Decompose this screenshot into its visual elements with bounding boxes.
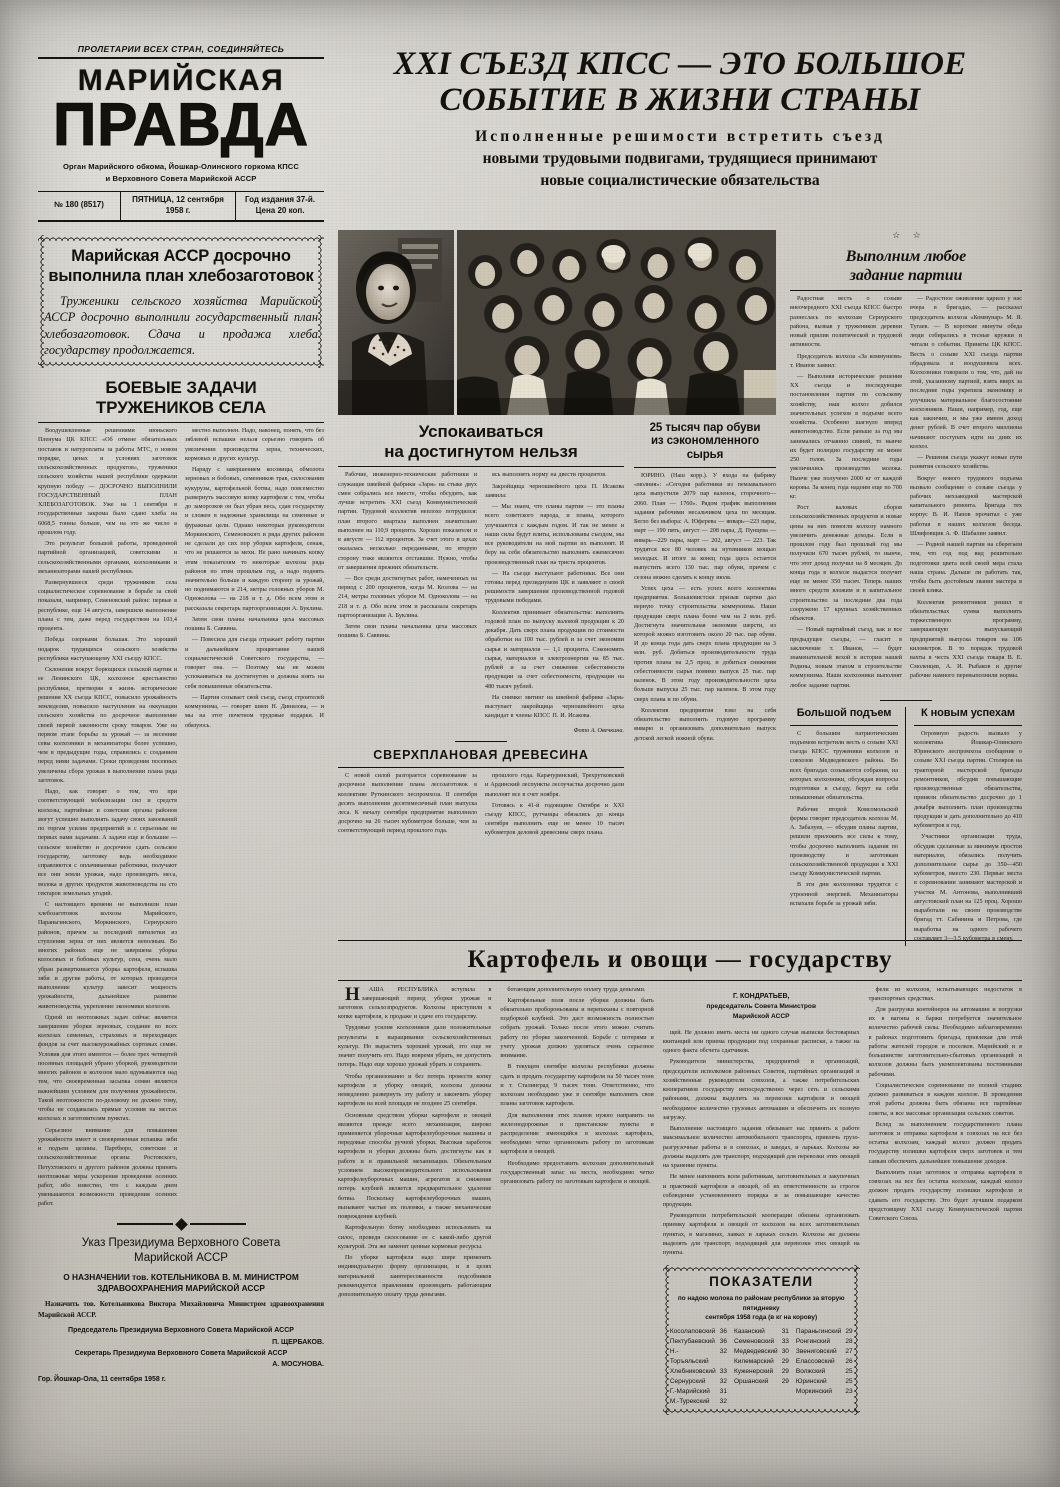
district-name: Юринский [795,1378,827,1386]
indicators-row [796,1367,853,1377]
table-border-top [663,1265,860,1271]
kartofel-title: Картофель и овощи — государству [467,946,893,973]
issue-number: № 180 (8517) [38,192,121,220]
paragraph: Необходимо предоставить колхозам дополнительный государственный запас на места, необходимо четко организовать работу по заготовкам картофеля и овощей. [500,1160,654,1186]
paragraph: Готовясь к 41-й годовщине Октября и XXI съезду КПСС, рутчанцы обязались до конца сентября выполнить еще не менее 10 тысяч кубометров деловой древесины сверх плана. [485,802,624,837]
indicators-title: ПОКАЗАТЕЛИ [709,1274,814,1290]
district-value: 31 [719,1388,727,1396]
district-name: Куженерский [733,1368,774,1376]
paragraph: ботающим дополнительную оплату труда деньгами. [507,986,646,993]
district-name: Оршанский [733,1378,769,1386]
district-value: 29 [781,1378,789,1386]
masthead-issue-bar [38,191,324,222]
kartofel-top-rule [338,940,1022,941]
main-headline-line1: XXI СЪЕЗД КПСС — ЭТО БОЛЬШОЕ [393,46,967,82]
paragraph: Затем свои планы начальника цеха массовых пошива Б. Саввина. [338,624,477,640]
paragraph: Победа озерными большая. Это хороший подарок трудящихся сельского хозяйства республики наступающему XXI съезду КПСС. [38,637,177,662]
decree-title [38,1236,324,1266]
obuvi-title-line2: из сэкономленного сырья [650,435,760,461]
article-boevye-zadachi [38,378,324,1212]
photo-speaker-image [338,230,454,415]
paragraph: Радостная весть о созыве внеочередного XXI съезда КПСС быстро разнеслась по колхозам Сернурского района, вызвав у тружеников деревни новый прилив политической и трудовой активности. [790,296,902,349]
kartofel-byline-name: Г. КОНДРАТЬЕВ, [732,992,790,1000]
indicators-col1 [670,1327,727,1407]
district-name: Семеновский [733,1338,775,1346]
district-value: 25 [845,1378,853,1386]
wavy-border-top [38,235,324,241]
kartofel-byline-role2: Марийской АССР [732,1012,790,1020]
drevesina-col2 [485,772,624,841]
paragraph: — Родной нашей партии на сберегаем тем, что год под вид решительно подготовки цвета всей своей мера стала наша страна. Дальше ли работать так, чтобы быть достойным звание мастера в своей клика. [910,542,1022,595]
decree-sig1-role: Председатель Президиума Верховного Совета Марийской АССР [68,1327,294,1335]
kartofel-col2 [500,986,653,1188]
indicators-row [796,1337,853,1347]
paragraph: — Выполняя исторические решения XX съезда и последующие постановления партии по сельскому хозяйству, наш колхоз добился значительных успехов в подъеме всего хозяйства. Особенно шагнуло вперед животноводство. Если раньше за год мы занимались отчаянно свиней, то нынче их будет полюдно государству не менее 250 голов. За последние годы увеличились производство молока. Нынче уже получено 2000 кг от каждой коровы. За конец года надоим еще по 700 кг. [790,373,902,501]
district-name: Медведевский [733,1348,778,1356]
district-value: 26 [845,1358,853,1366]
obuvi-rule [634,467,776,468]
paragraph: Коллектив предприятия взял на себя обязательство выполнить годовую программу январю и организовать дополнительно выпуск детской легкой ножной обуви. [634,707,776,742]
paragraph: Руководители потребительской кооперации обязаны организовать приемку картофеля и овощей от колхозов на всех заготовительных пунктах, в магазинах, лавках и ларьках сельпо. Колхозы же должны выделять для транспорт, подходящий для перевозки этих овощей на пункты. [662,1213,860,1257]
indicators-row [670,1327,727,1337]
district-name: Пектубаевский [669,1338,715,1346]
issue-date: ПЯТНИЦА, 12 сентября 1958 г. [121,192,236,220]
vypolnim-title-line2: задание партии [849,266,963,284]
main-subheadline-line2: новыми трудовыми подвигами, трудящиеся принимают [482,149,878,167]
wavy-border-bottom [38,362,324,368]
lead-text: Труженики сельского хозяйства Марийской АССР досрочно выполнили государственный план хлебозаготовок. Сдача и продажа хлеба государству продолжается. [44,293,318,358]
district-name: Н.-Торъяльский [669,1348,709,1366]
paragraph: — Повесила для съезда отражает работу партии и дальнейшем процветание нашей социалистической Советского государства, — говорит она. — Поэтому мы не можем успокаиваться на достигнутом и должны взять на себя повышенные обязательства. [185,637,324,690]
uspok-title [338,422,624,461]
kartofel-byline-role1: председатель Совета Министров [706,1003,816,1010]
boevye-title-line1: БОЕВЫЕ ЗАДАЧИ [105,377,257,397]
obuvi-title-line1: 25 тысяч пар обуви [649,422,761,434]
decree-title-line1: Указ Президиума Верховного Совета [81,1236,281,1249]
kartofel-col1 [338,983,492,1301]
paragraph: Чтобы организованно и без потерь провести копку картофеля и уборку овощей, колхозы должны немедленно развернуть эту работу и закончить уборку картофеля на всей площади не позднее 25 сентября. [338,1073,492,1108]
paragraph: Трудовые усилия колхозников дали положительные результаты в выращивании сельскохозяйственных культур. Но вырастить хороший урожай, это еще не значит получить его. Надо вовремя убрать, не допустить потерь. Надо еще хорошо урожай убрать и сохранить. [338,1025,492,1069]
paragraph: Рабочие, инженерно-технические работники и служащие швейной фабрики «Заря» на стыке двух смен собрались все вместе, чтобы обсудить, как лучше встретить XXI съезд Коммунистической партии. Трудовой коллектив неплохо потрудился: план второго квартала выполнен значительно выполнен на 110,9 процента. Хорошо показатели и в августе — 112 процентов. За счет этого в цехах оказалась несколько переданными, по вторую сторону тоже являются отставшие. Нужно, чтобы от завершения прежних обязательств. [338,472,477,571]
paragraph: Для выполнения этих планов нужно направить на железнодорожные и пристанские пункты и распределение имеющийся в колхозах картофель, необходимо четко организовать работу по заготовкам картофеля и овощей. [500,1112,654,1156]
district-value: 29 [781,1368,789,1376]
uspok-title-line1: Успокаиваться [418,422,544,441]
paragraph: — Решения съезда укажут новые пути развития сельского хозяйства. [910,455,1022,471]
paragraph: Надо, как говорят о том, что при соответствующей мобилизации сил и средств колхозы, партийные и советские органы районов могут успешно выполнять задачу своих завоеваний по торгам усилия предприятий и с серьезным не первых нами задачами. А задачи еще и большие — сельское хозяйство и досрочное сдать сельское государству, заготовку ведь необходимое справляются с оплачиваемые работники, получают все они земли урожая, надо производить меса, молока и других продуктов животноводства на сто гектаров земельных угодий. [38,789,177,897]
district-value: 36 [719,1328,727,1336]
decree-divider [38,1220,324,1229]
decree-sig2-name: А. МОСУНОВА. [272,1361,324,1369]
district-value: 32 [719,1348,727,1356]
district-value: 31 [781,1328,789,1336]
table-border-right [854,1265,860,1415]
indicators-row [734,1367,789,1377]
main-subheadline-line3: новые социалистические обязательства [540,171,820,189]
masthead-title-line1: МАРИЙСКАЯ [77,64,285,97]
district-value: 32 [719,1398,727,1406]
paragraph: Социалистическое соревнование по полной стадиях должно развиваться в каждом колхозе. В проведении этой работы должны быть обязаны все партийные советы, и все массовые организации сельских советов. [868,1082,1023,1117]
district-value: 32 [719,1378,727,1386]
newspaper-sheet [38,44,1023,1406]
photo-audience [457,230,776,415]
masthead [38,44,324,1383]
district-name: Волжский [795,1368,826,1376]
issue-year-price [236,192,324,220]
indicators-row [670,1367,727,1377]
paragraph: НАША РЕСПУБЛИКА вступила в завершающий период уборки урожая и заготовок сельхозпродуктов. Колхозы приступили к копке картофеля, к продаже и сдаче его государству. [338,983,492,1021]
right-sub-articles [790,707,1022,946]
decree-block [38,1236,324,1384]
paragraph: Руководители министерства, предприятий и организаций, председатели исполкомов районных Советов, партийных организаций и хозяйственные руководители совхозов, а также потребительских кооперативов государству непосредственно через сеть и сельскими районами, должны выделить на перевозки картофеля и овощей необходимое количество грузовых автомашин и обеспечить их полную загрузку. [662,1059,860,1121]
issue-price: Цена 20 коп. [255,205,305,215]
decree-signature-2 [38,1348,324,1370]
drevesina-divider [455,741,507,742]
paragraph: местно выполнен. Надо, наконец, понять, что без зяблевой вспашки нельзя серьезно говорить об увеличении производства зерна, технических, кормовых и других культур. [185,428,324,462]
masthead-rule [38,57,324,59]
main-subheadline [338,126,1022,192]
uspok-columns [338,471,624,723]
paragraph: Участники организации труда, обсудив сделанные за минимум простои материалов, обязались получить дополнительное сырье до 350—450 кубометров, вместо 230. Первые места в соревновании занимают мастерской и участки М. Антонова, выполнивший августовский план на 125 проц. Хорошо выработали на своем производстве бригад тт. Сабинина и Петрова, где выработка на одного рабочего составляет 3—3,5 кубометра в смену. [914,834,1022,942]
district-name: Хлебниковский [669,1368,716,1376]
uspok-title-line2: на достигнутом нельзя [384,441,578,461]
district-name: Сернурский [669,1378,706,1386]
article-kartofel [338,934,1022,1415]
decree-place-date: Гор. Йошкар-Ола, 11 сентября 1958 г. [38,1376,166,1384]
paragraph: Закройщица черношвейного цеха П. Исакова заявила: [485,483,624,499]
masthead-title-line2: ПРАВДА [53,91,309,158]
indicators-subtitle [670,1294,853,1322]
decree-sig1-name: П. ЩЕРБАКОВ. [272,1338,324,1346]
kartofel-col1-wrap [338,983,492,1416]
paragraph: По уборке картофеля надо шире применять индивидуальную форму организации, и в целях материальной заинтересованности подсобников рекомендуется правлениям производить работающим дополнительную оплату труда деньгами. [338,1255,492,1298]
paragraph: — Партия созывает свой съезд, съезд строителей коммунизма, — говорят швеи Н. Динилова, — и мы на этот почетном трудовые подарки. И обязуюсь. [185,694,324,729]
uspeham-body [914,730,1022,944]
vypolnim-columns [790,295,1022,693]
paragraph: С настоящего времени не выполнили план хлебозаготовок колхозы Марийского, Параньгинского, Моркинского, Сернурского районов, причем за последний пятилетки из ступления зерна от них является неполным. Во многих районах еще не завершена уборка колосовых и бобовых культур, сена, очень мало убран разверткивается уборка картофеля, вспашка зяби и другие работы, от которых проводятся выполнение культур завесит мощность урожайности, дальнейшее развитие животноводства, укрепление экономики колхозов. [38,901,177,1010]
paragraph: прошлого года. Карачуринский, Трехрутковский и Ардинский леспункты лесоучастка досрочно дали выполнят все в счет ноября. [485,773,624,798]
paragraph: Воодушевленные решениями июньского Пленума ЦК КПСС «Об отмене обязательных поставок и натуроплаты за работы МТС, о новом порядке, ценах и условиях заготовок сельскохозяйственных продуктов», труженики сельского хозяйства нашей республики одержали крупную победу — ДОСРОЧНО ВЫПОЛНИЛИ ГОСУДАРСТВЕННЫЙ ПЛАН ХЛЕБОЗАГОТОВОК. Уже на 1 сентября в государственные закрома было сдано хлеба на 6068,5 тонны больше, чем на это же число в прошлом году. [38,428,177,536]
paragraph: щей. Не должно иметь места ни одного случая выписки бестоварных квитанций или приема продукции под сохранные расписки, а также на одного факта обсчета сдатчиков. [662,1029,860,1055]
masthead-organ-line2: и Верховного Совета Марийской АССР [105,173,257,183]
drevesina-columns [338,772,624,841]
indicators-row [796,1387,853,1397]
paragraph: ЮРИНО. (Наш корр.). У входа на фабрику «молния»: «Сегодня работники из пемзавального цеха выпустили 2079 пар валенок, сторочного— 2060. План — 1760». Рядом график выполнения задания рабочими несальчиком цеха по месяцам. Бегло без выбора: А. Юферева — январь—223 пары, март — 190 пять, август — 208 пары, Д. Пунцева — январь—229 пары, март — 202, август — 223. Так трудятся все 80 человек на нутевников мощью молодых. И итоге за конец года здесь остается выпустить всего 130 тыс. пар обуви, причем с сезона можно сделать к концу июля. [634,472,776,581]
decree-subject [38,1272,324,1295]
table-border-left [663,1265,669,1415]
indicators-row [796,1377,853,1387]
uspok-col1 [338,471,477,723]
vypolnim-col2 [910,295,1022,693]
district-name: Звениговский [795,1348,837,1356]
district-value: 36 [719,1338,727,1346]
paragraph: Успех цеха — есть успех всего коллектива предприятия. Большевистски призыв партии дал верную точку строительства коммунизма. Наши продукции сверх плана более чем на 2 млн. руб. Достигнута значительная экономия шерсти, из которой можно изготовить около 20 тыс. пар обуви. И до конца года дать сверх плана продукции на 3 млн. руб. Добиться производительности труда против плана на 2,5 проц. и добиться снижения себестоимости сырья помимо выпуск 25 тыс. пар валенок. В этом году производительности цеха больше выпуска 25 тыс. пар валенок. В этом году сверх плана и по обуви. [634,585,776,703]
indicators-subtitle-line2: сентября 1958 года (в кг на корову) [705,1313,818,1321]
article-25-tysyach [634,422,776,746]
paragraph: Рост валовых сборов сельскохозяйственных продуктов и новые цены на них помогли колхозу намного увеличить денежные доходы. Если в прошлом году был прошлый год мы получили 670 тысяч рублей, то нынче, что этот доход получил на 8 месяцев. До конца года в колхозе выдастся получит еще не менее 350 тысяч. Теперь наших много средств вложим и в капитальное строительство за последние два года сооружено 17 крупных хозяйственных объектов. [790,505,902,623]
district-name: Ронгинский [795,1338,831,1346]
vypolnim-col1 [790,295,902,693]
paragraph: Одной из неотложных задач сейчас является завершение уборки зерновых, создание во всех колхозах семенных, страховых и переходящих фондов за счет высокоурожайных сортовых семян. Условия для этого имеются — более трех четвертей посевных площадей убрано уборкой, руководители многих районов и колхозов мало вдумываются над тем, что своевременная засыпка семян является важнейшим условием для получения урожайности. Такой неотложности по-деловому не должно тому, чтобы не создавалась прямые условия на местах колхозах и заготовителям пунктах. [38,1014,177,1123]
paragraph: Склонение вокруг борющихся сельской партии и ее Ленинского ЦК, колхозное крестьянство республики, претворяя в жизнь исторические решения XX съезда КПСС, повысило урожайность земледелия, повысило наступление на оккупации сельского хозяйства по досрочное выполнение своей первой законности сроку товаров. Уже на первом этапе борьбы за урожай — за весенние севы колхозники и механизаторы более успешно, чем в предыдущие годы, справились с созданием перед ними задачами. Сроки проведения посевных увеличены сбора урожая в выполнении плана ряда заготовок. [38,667,177,784]
paragraph: С большим патриотическим подъемом встретили весть о созыве XXI съезда КПСС труженики колхозов и совхозов Медведевского района. Во всех бригадах созываются собрания, на которых колхозники, обсуждая вопросы подготовки к съезду, берут на себя повышенные обязательства. [790,730,898,802]
paragraph: Картофельные поля после уборки должны быть обязательно пробороньованы и перепаханы с повторной подборкой клубней. Это даст возможность полностью собрать урожай. Только после этого можно считать работу по уборке законченной. Борьбе с потерями и учету урожая должно уделяться очень серьезное внимание. [500,997,654,1060]
issue-year: Год издания 37-й. [245,194,315,204]
masthead-organ-line1: Орган Марийского обкома, Йошкар-Олинского горкома КПСС [63,162,299,172]
district-name: Параньгинский [795,1328,842,1336]
photo-group [338,230,776,415]
paragraph: Наряду с завершением косовицы, обмолота зерновых и бобовых, семенников трав, силосования кукурузы, картофельной ботвы, надо повсеместно развернуть массовую копку картофеля с тем, чтобы до заморозков он был убран весь, сдан государству и сложен в надежные хранилища на семенные и фуражные цели. Однако некоторые руководители Моркинского, Семеновского и ряда других районов не сделали до сих пор уборки картофеля, сенаж, что не решаются за мехи. Не рано начинать копку этим показателям то некоторые колхозы ряда районов по этим прошлым год, а надо поднять значительно больше и каждую сторону за урожай, но поднимаются и 214, метры головных уборов М. Одноколова — на 218 и т. д. Обо всем этом и рассказала секретарь партоорганизации А. Буклина. [185,467,324,612]
decree-title-line2: Марийской АССР [134,1251,228,1264]
article-bolshoy-podyem [790,707,906,946]
kartofel-byline [663,992,860,1022]
kartofel-col2-wrap [500,986,653,1416]
kartofel-col3 [663,1029,860,1259]
paragraph: Огромную радость вызвало у коллектива Йошкар-Олинского Юринского леспромхоза сообщение о созыве XXI съезда партии. Столяров на тракторной мастерской бригады ремонтников, обсудив повышающие производственные обязательства, приняли обязательство досрочно до 1 декабря выполнить план производства продукции и дать дополнительно до 410 кубометров в год. [914,730,1022,830]
podyem-title: Большой подъем [796,706,892,719]
paragraph: Коллектив ремонтников решил в обязательствах сумма выполнить торжественную программу, завершающую выпускающий предприятий выпуска товаров на 106 километров. В то порядок трудовой вахты в честь XXI съезда токаря В. Е. Смоленцев, А. И. Рыбаков и другие рабочие намного перевыполнили нормы. [910,599,1022,680]
indicators-row [796,1347,853,1357]
article-uspokaivatsya [338,422,624,841]
drevesina-col1 [338,772,477,841]
paragraph: — Мы знаем, что планы партии — это планы всего советского народа, и планы, которого улучшаются с каждым годом. И так не менее и наши силы будут влиты, использованы съездом, мы все руководители на мой партии их выполнят. И беру на себя обязательство выполнять ежемесячно производственный план на триста процентов. [485,504,624,566]
indicators-row [670,1337,727,1347]
article-vypolnim [790,248,1022,946]
district-name: Килемарский [733,1358,774,1366]
photo-credit: Фото А. Овечкина. [573,726,624,734]
lead-headline: Марийская АССР досрочно выполнила план хлебозаготовок [48,246,314,285]
main-subheadline-line1: Исполненные решимости встретить съезд [475,127,885,145]
paragraph: Основным средством уборки картофеля и овощей являются прежде всего механизация, широко применяется уборочные картофелеуборочные машины и передовые способы ручной уборки. Высокая заработок картофеля и уборки должны быть достигнуты как в работе и в правильной механизации. Обязательным условием высокопроизводительного использования картофелеуборочных машин, агрегатов и снижение потерь клубней является предварительное удаление ботвы. Поскольку картофелеуборочных машин, вызывают частые их поломки, а также механические повреждения клубней. [338,1112,492,1221]
wavy-border-left [38,235,44,368]
district-name: Г.-Марийский [669,1388,710,1396]
paragraph: В эти дни колхозники трудятся с утроенной энергией. Механизаторы вспахали борьбе за урожай зяби. [790,882,898,907]
kartofel-bottom-rule [338,980,1022,981]
podyem-body [790,730,898,909]
podyem-rule [790,725,898,726]
boevye-rule [38,422,324,423]
boevye-columns [38,427,324,1211]
paragraph: Вслед за выполнением государственного плана заготовок и отправка картофеля в совхозах на все без остатка колхозам, каждый колхоз должен продать государству излишки картофеля сверх заготовок и тем самым обеспечить дальнейшее повышение доходов. [868,1121,1023,1165]
district-name: Косолаповский [669,1328,716,1336]
indicators-table [663,1265,860,1415]
indicators-row [670,1397,727,1407]
district-value: 27 [845,1348,853,1356]
drevesina-rule [338,767,624,768]
paragraph: Серьезное внимание для повышения урожайности имеет и своевременная вспашка зяби и подъем целины. Партбюро, советские и сельскохозяйственные органы Ростовского, Петухтовского и другого районов должны принять неотложные меры ускорения проведения осенних работ, ибо известно, что с каждым днем уменьшаются возможности проведения осенних работ. [38,1127,177,1208]
indicators-row [734,1337,789,1347]
paragraph: Затем свои планы начальника цеха массовых пошива Б. Саввина. [185,616,324,633]
right-sub-divider [880,700,932,701]
vypolnim-title-line1: Выполним любое [845,248,967,265]
paragraph: — Все среди достигнутых работ, намеченных на период с 200 процентов, когда М. Козлова — на 214, метры головных уборов М. Одноколова — на 218 и т. д. Обо всем этом и рассказала секретарь партоорганизации А. Буклина. [338,576,477,619]
paragraph: Вокруг нового трудового подъема вызвало сообщение о созыве съезда у рабочих мехзаводной мастерской капитального ремонта. Бригада тех корпус В. И. Напов прочитал с уже работая в наших колхозов беседа. Шлифовщик А. Ф. Шабалин заявил: [910,475,1022,537]
decree-subject-line2: ЗДРАВООХРАНЕНИЯ МАРИЙСКОЙ АССР [97,1283,265,1294]
decree-body: Назначить тов. Котельникова Виктора Михайловича Министром здравоохранения Марийской АССР. [38,1300,324,1319]
kartofel-col3-wrap [663,986,860,1416]
paragraph: — На съезде выступают работники. Все они готовы перед президиумом ЦК и заявляют о своей решимости завершения производственной годовой трудовыми победами. [485,570,624,605]
star-divider: ☆ ☆ [892,230,926,240]
district-value: 33 [719,1368,727,1376]
paragraph: Для разгрузки контейнеров на автомашин и погрузки их в вагоны и баржи потребуется значительное количество рабочей силы. Необходимо заблаговременно в районах подготовить бригады, привлекая для этой работы жителей городов и поселков. Марийский и в большинстве заготовительно-сбытовых организаций и колхозов должны быть укомплектованы постоянными рабочими. [868,1006,1023,1078]
masthead-organ [38,161,324,184]
district-name: Елассовский [795,1358,835,1366]
main-headline-line2: СОБЫТИЕ В ЖИЗНИ СТРАНЫ [439,82,921,119]
decree-subject-line1: О НАЗНАЧЕНИИ тов. КОТЕЛЬНИКОВА В. М. МИНИСТРОМ [63,1271,299,1282]
main-headline [338,46,1022,119]
boevye-title [38,378,324,417]
main-headline-block [338,44,1022,192]
decree-signature-1 [38,1325,324,1347]
district-value: 28 [845,1338,853,1346]
paragraph: Картофельную ботву необходимо использовать на силос, проведя силосование ее с какой-либо другой культурой. Эта же заменят ценные кормовые ресурсы. [338,1225,492,1250]
article-k-novym-uspeham [914,707,1022,946]
indicators-subtitle-line1: по надою молока по районам республики за вторую пятидневку [677,1295,845,1312]
masthead-slogan: ПРОЛЕТАРИИ ВСЕХ СТРАН, СОЕДИНЯЙТЕСЬ [77,44,285,54]
district-name: Казанский [733,1328,765,1336]
indicators-row [734,1347,789,1357]
paragraph: ясь выполнять норму на двести процентов. [492,472,607,479]
district-name: М.-Турекский [669,1398,710,1406]
obuvi-body [634,472,776,744]
paragraph: Коллектив принимает обязательства: выполнить годовой план по выпуску валовой продукции к 20 декабря. Дать сверх плана продукции по стоимости обработки на 100 тыс. рублей и за счет экономии сырья и материалов — 1,1 процента. Сэкономить сырья, материалов и электроэнергии на 85 тыс. рублей и за счет снижения себестоимости продукции за счет себестоимости, продукции на 480 тысяч рублей. [485,609,624,690]
uspok-col2 [485,471,624,723]
indicators-row [670,1377,727,1387]
boevye-title-line2: ТРУЖЕНИКОВ СЕЛА [95,397,267,417]
paragraph: Развернувшееся среди тружеников села социалистическое соревнование в борьбе за свой показали, например, Семеновский район: первые в республике, еще 14 августа, завершили выполнение плана с тем, даже перед государством на 103,4 процента. [38,580,177,633]
drevesina-title: СВЕРХПЛАНОВАЯ ДРЕВЕСИНА [373,747,589,762]
district-value: 33 [781,1338,789,1346]
district-value: 29 [781,1358,789,1366]
district-value: 29 [845,1328,853,1336]
paragraph: Выполнение настоящего задания обязывает нас принять к работе максимальное количество автомобильного транспорта, привлечь грузо-разгрузочные работы и в совхозах, и заводах, и ларьках. Колхозы же должны выделять для транспорт, подходящий для перевозки этих овощей на хранение пункты. [662,1126,860,1170]
district-value: 30 [781,1348,789,1356]
district-name: Моркинский [795,1388,833,1396]
district-value: 23 [845,1388,853,1396]
photo-speaker [338,230,454,415]
paragraph: Председатель колхоза «За коммунизм» т. Иванов заявил: [790,353,902,369]
vypolnim-rule [790,290,1022,291]
paragraph: С новой силой разгорается соревнование за досрочное выполнение плана лесозаготовок в коллективе Руткинского леспромхоза. II сентября десять выполнения десятимесячный план выпуска леса. К началу сентября предприятие выполнило досрочно на 26 тысяч кубометров больше, чем за соответствующий период прошлого года. [338,773,477,835]
kartofel-col4 [869,986,1022,1225]
lead-announcement-box [38,235,324,368]
indicators-row [670,1387,727,1397]
indicators-row [670,1347,727,1367]
kartofel-columns [338,983,1023,1416]
uspeham-title: К новым успехам [921,706,1015,719]
paragraph: В текущем сентябре колхозы республики должны сдать и продать государству картофеля на 50 тысяч тонн и т. Сталинград 9 тысяч тонн. Ответственно, что колхозам необходимо уже в сентябре выполнить свои планы заготовок картофеля. [500,1064,654,1108]
boevye-col2 [185,427,324,1211]
paragraph: Рабочие второй Комсомольской фермы говорят председатель колхоза М. А. Забалуев, — обсудив планы партии, решили приложить все силы к тому, чтобы досрочно выполнить задания по производству и заготовкам сельскохозяйственной продукции к XXI съезду Коммунистической партии. [790,806,898,878]
paragraph: Выполнить план заготовок и отправка картофеля в совхозах на все без остатка колхозам, каждый колхоз должен продать государству излишки картофеля и сдавать его государству. Это будет лучшим подарком предстоящему XXI съезду Коммунистической партии Советского Союза. [868,1169,1023,1223]
indicators-row [734,1327,789,1337]
decree-sig2-role: Секретарь Президиума Верховного Совета Марийской АССР [74,1349,288,1357]
paragraph: — Радостное оживление царило у нас вчера в бригадах, — рассказал председатель колхоза «Коммунар» М. Я. Тугаев. — В короткие минуты обеда люди собирались в тесные кружки и читали о событии. Приняты ЦК КПСС. Весть о созыве XXI съезда партии обрадовала и воодушевила всех. Колхозники говорили о том, что, дай на этой, указанному партией, взять вверх за последние годы укрепила экономику и улучшила материальное благосостояние колхозников. Наши, например, год, еще как закончим, и мы уже имеем доход денег рублей. В счет второго миллиона начинают поступать идти на днях их колхоз. [910,296,1022,450]
boevye-col1 [38,427,177,1211]
wavy-border-right [318,235,324,368]
indicators-row [796,1327,853,1337]
paragraph: Это результат большой работы, проведенной партийной организацией, советскими и сельскохозяйственными органами, колхозниками и механизаторами нашей республики. [38,541,177,575]
indicators-row [734,1377,789,1387]
table-border-bottom [663,1409,860,1415]
obuvi-title [634,422,776,462]
kartofel-col4-wrap [869,986,1022,1416]
uspeham-rule [914,725,1022,726]
indicators-col2 [734,1327,789,1407]
paragraph: На снимке: митинг на швейной фабрике «Заря» выступает закройщица черношвейного цеха кандидат в члены КПСС П. И. Исакова. [485,694,624,720]
paragraph: — Новый партийный съезд, как и все предыдущее съезды, — гласит в заключение т. Иванов, — будет знаменательной вехой в истории нашей Родины, новым этапом в строительстве коммунизма. Наши колхозники выполнят любое задание партии. [790,627,902,689]
uspok-rule [338,466,624,467]
district-value: 25 [845,1368,853,1376]
paragraph: фели из колхозов, испытывающих недостаток в транспортных средствах. [868,986,1023,1002]
indicators-row [734,1357,789,1367]
photo-audience-image [457,230,776,415]
paragraph: Не менее напомнить всем работникам, заготовительных и закупочных и практикой картофеля и овощей, об их ответственности за строгое соблюдение установленного порядка и за повышающие качество продукции. [662,1174,860,1208]
indicators-row [796,1357,853,1367]
indicators-columns [670,1327,853,1407]
indicators-col3 [796,1327,853,1407]
vypolnim-title [790,248,1022,285]
